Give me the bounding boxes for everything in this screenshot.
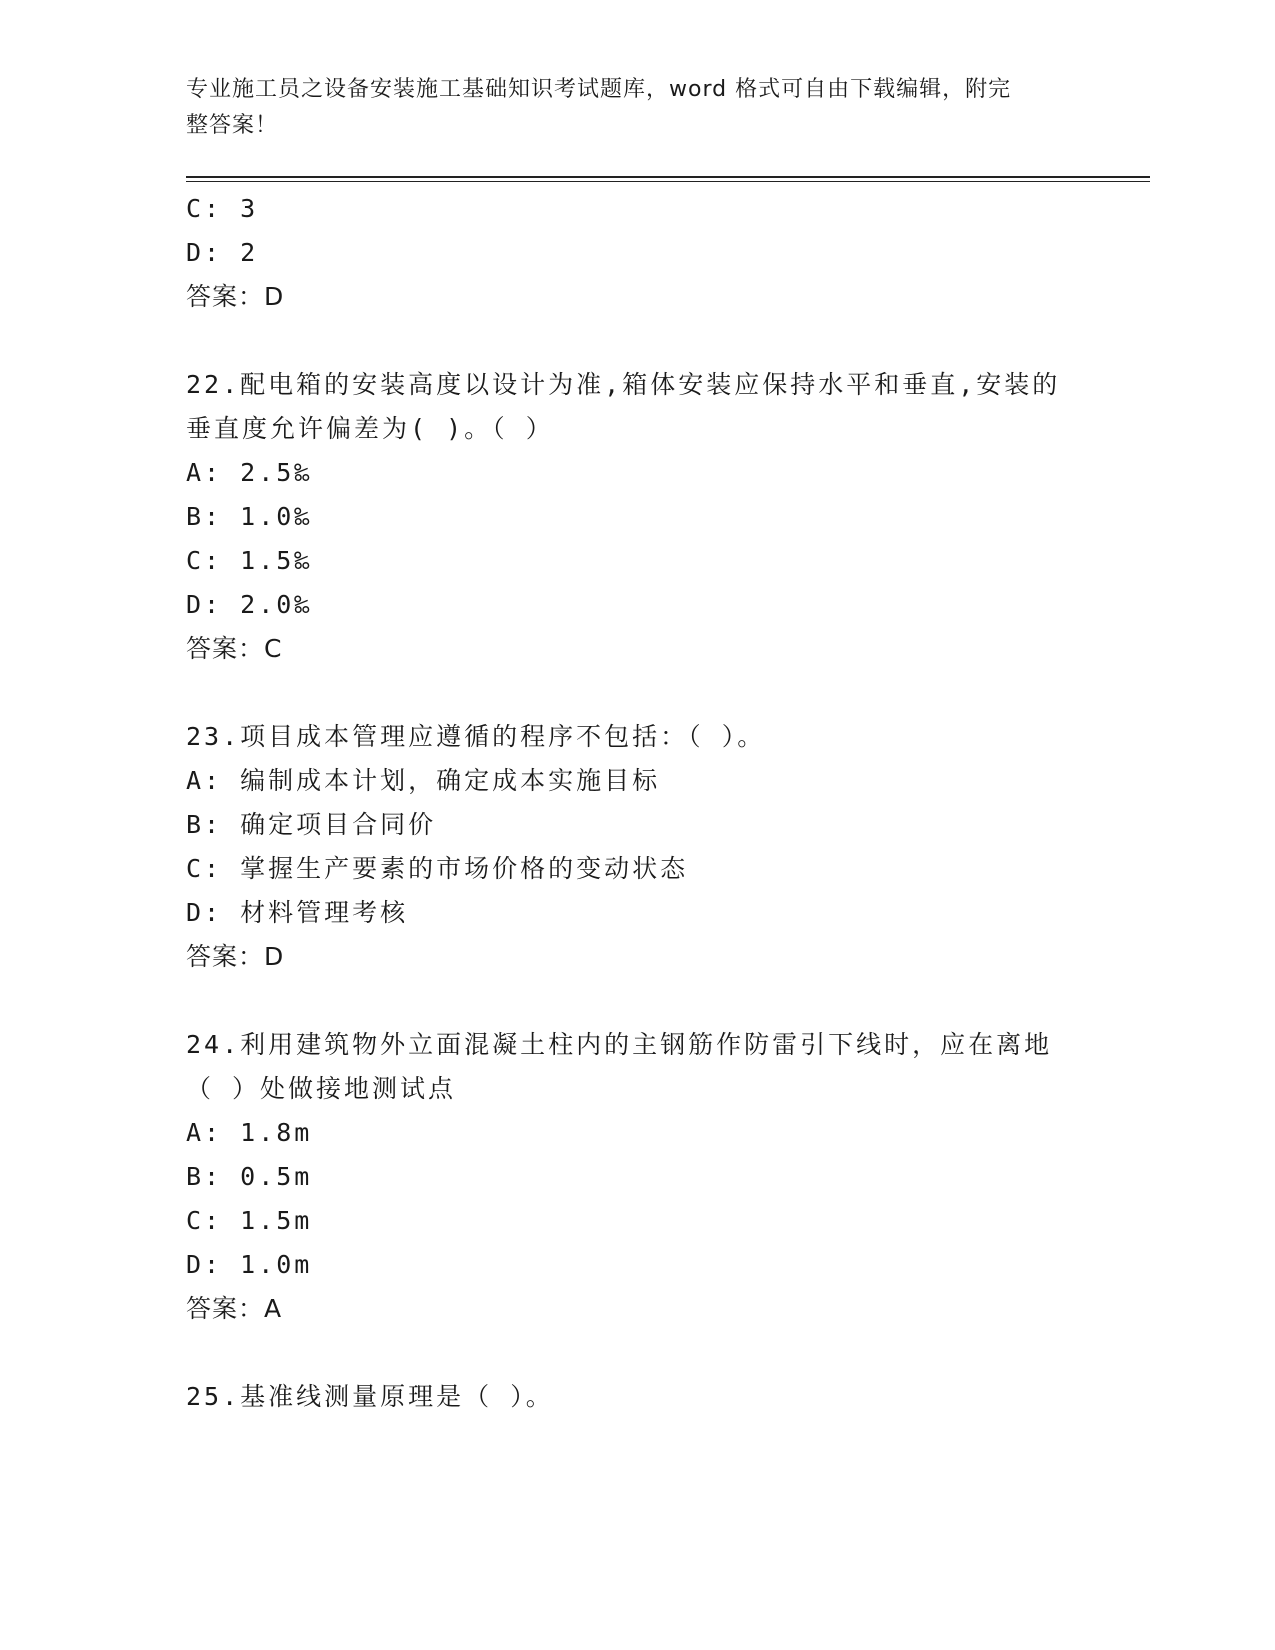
q25-stem: 25.基准线测量原理是（ ）。	[186, 1382, 554, 1411]
q24-option-c: C: 1.5m	[186, 1206, 313, 1235]
q23-stem: 23.项目成本管理应遵循的程序不包括：（ ）。	[186, 722, 766, 751]
q24-stem-line-1: 24.利用建筑物外立面混凝土柱内的主钢筋作防雷引下线时，应在离地	[186, 1030, 1053, 1059]
q22-stem-line-1: 22.配电箱的安装高度以设计为准,箱体安装应保持水平和垂直,安装的	[186, 370, 1061, 399]
q23-option-c: C: 掌握生产要素的市场价格的变动状态	[186, 854, 689, 883]
q22-option-a: A: 2.5‰	[186, 458, 313, 487]
q23-option-b: B: 确定项目合同价	[186, 810, 437, 839]
document-header	[186, 72, 1066, 144]
q24-option-d: D: 1.0m	[186, 1250, 313, 1279]
q22-option-c: C: 1.5‰	[186, 546, 313, 575]
header-rule-thin	[186, 181, 1150, 182]
header-rule-thick	[186, 176, 1150, 178]
q21-option-c: C: 3	[186, 194, 259, 223]
q22-answer: 答案：C	[186, 634, 283, 663]
q24-option-a: A: 1.8m	[186, 1118, 313, 1147]
q22-stem-line-2: 垂直度允许偏差为( )。（ ）	[186, 414, 554, 443]
header-line-1: 专业施工员之设备安装施工基础知识考试题库，word 格式可自由下载编辑，附完	[186, 77, 1012, 102]
q23-option-d: D: 材料管理考核	[186, 898, 409, 927]
q24-option-b: B: 0.5m	[186, 1162, 313, 1191]
q21-option-d: D: 2	[186, 238, 259, 267]
q22-option-d: D: 2.0‰	[186, 590, 313, 619]
q21-answer: 答案：D	[186, 282, 285, 311]
q24-stem-line-2: （ ）处做接地测试点	[186, 1074, 457, 1103]
q24-answer: 答案：A	[186, 1294, 283, 1323]
header-line-2: 整答案！	[186, 113, 279, 138]
q23-option-a: A: 编制成本计划，确定成本实施目标	[186, 766, 661, 795]
q23-answer: 答案：D	[186, 942, 285, 971]
q22-option-b: B: 1.0‰	[186, 502, 313, 531]
